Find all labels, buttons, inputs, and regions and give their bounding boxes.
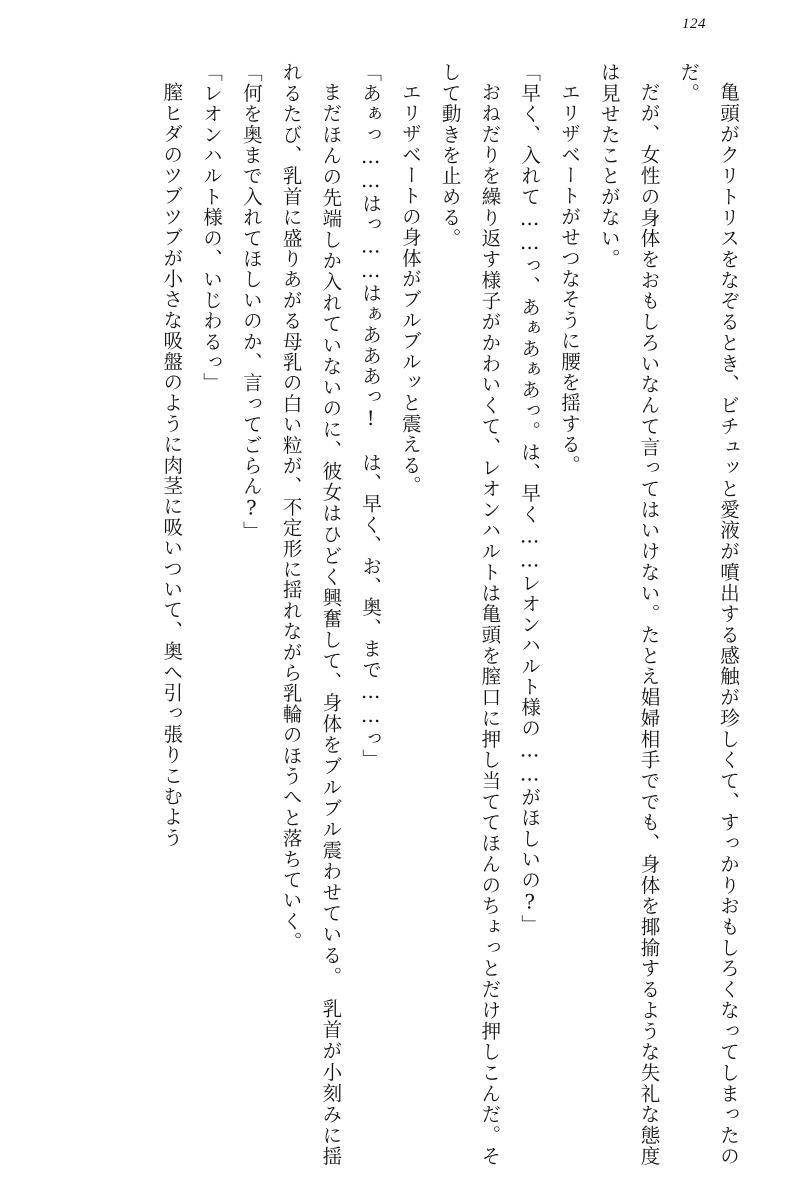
paragraph: 膣ヒダのツブツブが小さな吸盤のように肉茎に吸いついて、奥へ引っ張りこむよう [160, 81, 184, 848]
paragraph: 「何を奥まで入れてほしいのか、言ってごらん?」 [239, 62, 263, 542]
paragraph: 「レオンハルト様の、いじわるっ」 [200, 62, 224, 394]
page-text-body [36, 62, 748, 1166]
page-number: 124 [682, 16, 706, 32]
paragraph: 「早く、入れて……っ、あぁあぁあっ。は、早く……レオンハルト様の……がほしいの?」 [518, 62, 542, 936]
paragraph: エリザベートがせつなそうに腰を揺する。 [557, 81, 581, 475]
paragraph: おねだりを繰り返す様子がかわいくて、レオンハルトは亀頭を膣口に押し当ててほんのちょっとだけ押しこんだ。そして動きを止める。 [438, 62, 502, 1166]
paragraph: 「あぁっ……はっ……はぁあああっ! は、早く、お、奥、まで……っ」 [359, 62, 383, 770]
paragraph: エリザベートの身体がブルブルッと震える。 [398, 81, 422, 496]
paragraph: まだほんの先端しか入れていないのに、彼女はひどく興奮して、身体をブルブル震わせている。 乳首が小刻みに揺れるたび、乳首に盛りあがる母乳の白い粒が、不定形に揺れながら乳輪のほうへと落ちていく。 [279, 62, 343, 1166]
paragraph: だが、女性の身体をおもしろいなんて言ってはいけない。たとえ娼婦相手ででも、身体を揶揄するような失礼な態度は見せたことがない。 [597, 62, 661, 1166]
paragraph: 亀頭がクリトリスをなぞるとき、ビチュッと愛液が噴出する感触が珍しくて、すっかりおもしろくなってしまったのだ。 [677, 62, 740, 1166]
